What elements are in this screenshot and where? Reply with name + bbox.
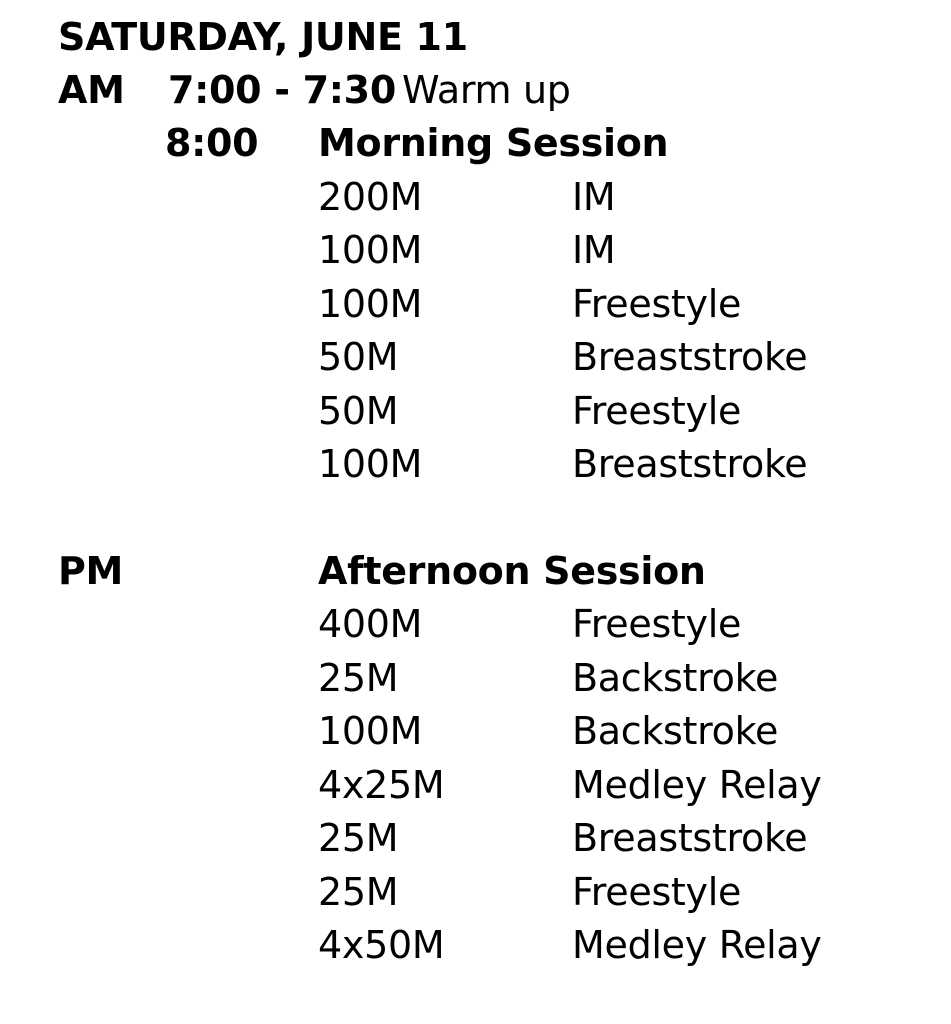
event-stroke: Freestyle bbox=[572, 870, 742, 914]
afternoon-session-title: Afternoon Session bbox=[318, 549, 706, 593]
event-distance: 25M bbox=[318, 656, 399, 700]
event-distance: 4x25M bbox=[318, 763, 445, 807]
event-stroke: Medley Relay bbox=[572, 763, 822, 807]
event-distance: 400M bbox=[318, 602, 423, 646]
warmup-time: 7:00 - 7:30 bbox=[168, 68, 396, 112]
event-distance: 50M bbox=[318, 389, 399, 433]
warmup-label: Warm up bbox=[402, 68, 571, 112]
event-stroke: Breaststroke bbox=[572, 816, 808, 860]
pm-label: PM bbox=[58, 549, 124, 593]
event-distance: 100M bbox=[318, 442, 423, 486]
event-distance: 100M bbox=[318, 228, 423, 272]
event-distance: 100M bbox=[318, 709, 423, 753]
event-stroke: Freestyle bbox=[572, 282, 742, 326]
event-stroke: Freestyle bbox=[572, 389, 742, 433]
event-distance: 4x50M bbox=[318, 923, 445, 967]
am-label: AM bbox=[58, 68, 125, 112]
event-stroke: IM bbox=[572, 175, 616, 219]
event-stroke: Medley Relay bbox=[572, 923, 822, 967]
morning-session-title: Morning Session bbox=[318, 121, 669, 165]
event-stroke: Breaststroke bbox=[572, 442, 808, 486]
event-stroke: Backstroke bbox=[572, 656, 779, 700]
event-distance: 50M bbox=[318, 335, 399, 379]
event-distance: 100M bbox=[318, 282, 423, 326]
event-stroke: IM bbox=[572, 228, 616, 272]
event-stroke: Freestyle bbox=[572, 602, 742, 646]
page-title: SATURDAY, JUNE 11 bbox=[58, 15, 468, 59]
event-stroke: Breaststroke bbox=[572, 335, 808, 379]
event-distance: 25M bbox=[318, 816, 399, 860]
event-distance: 25M bbox=[318, 870, 399, 914]
event-stroke: Backstroke bbox=[572, 709, 779, 753]
morning-session-time: 8:00 bbox=[165, 121, 259, 165]
event-distance: 200M bbox=[318, 175, 423, 219]
